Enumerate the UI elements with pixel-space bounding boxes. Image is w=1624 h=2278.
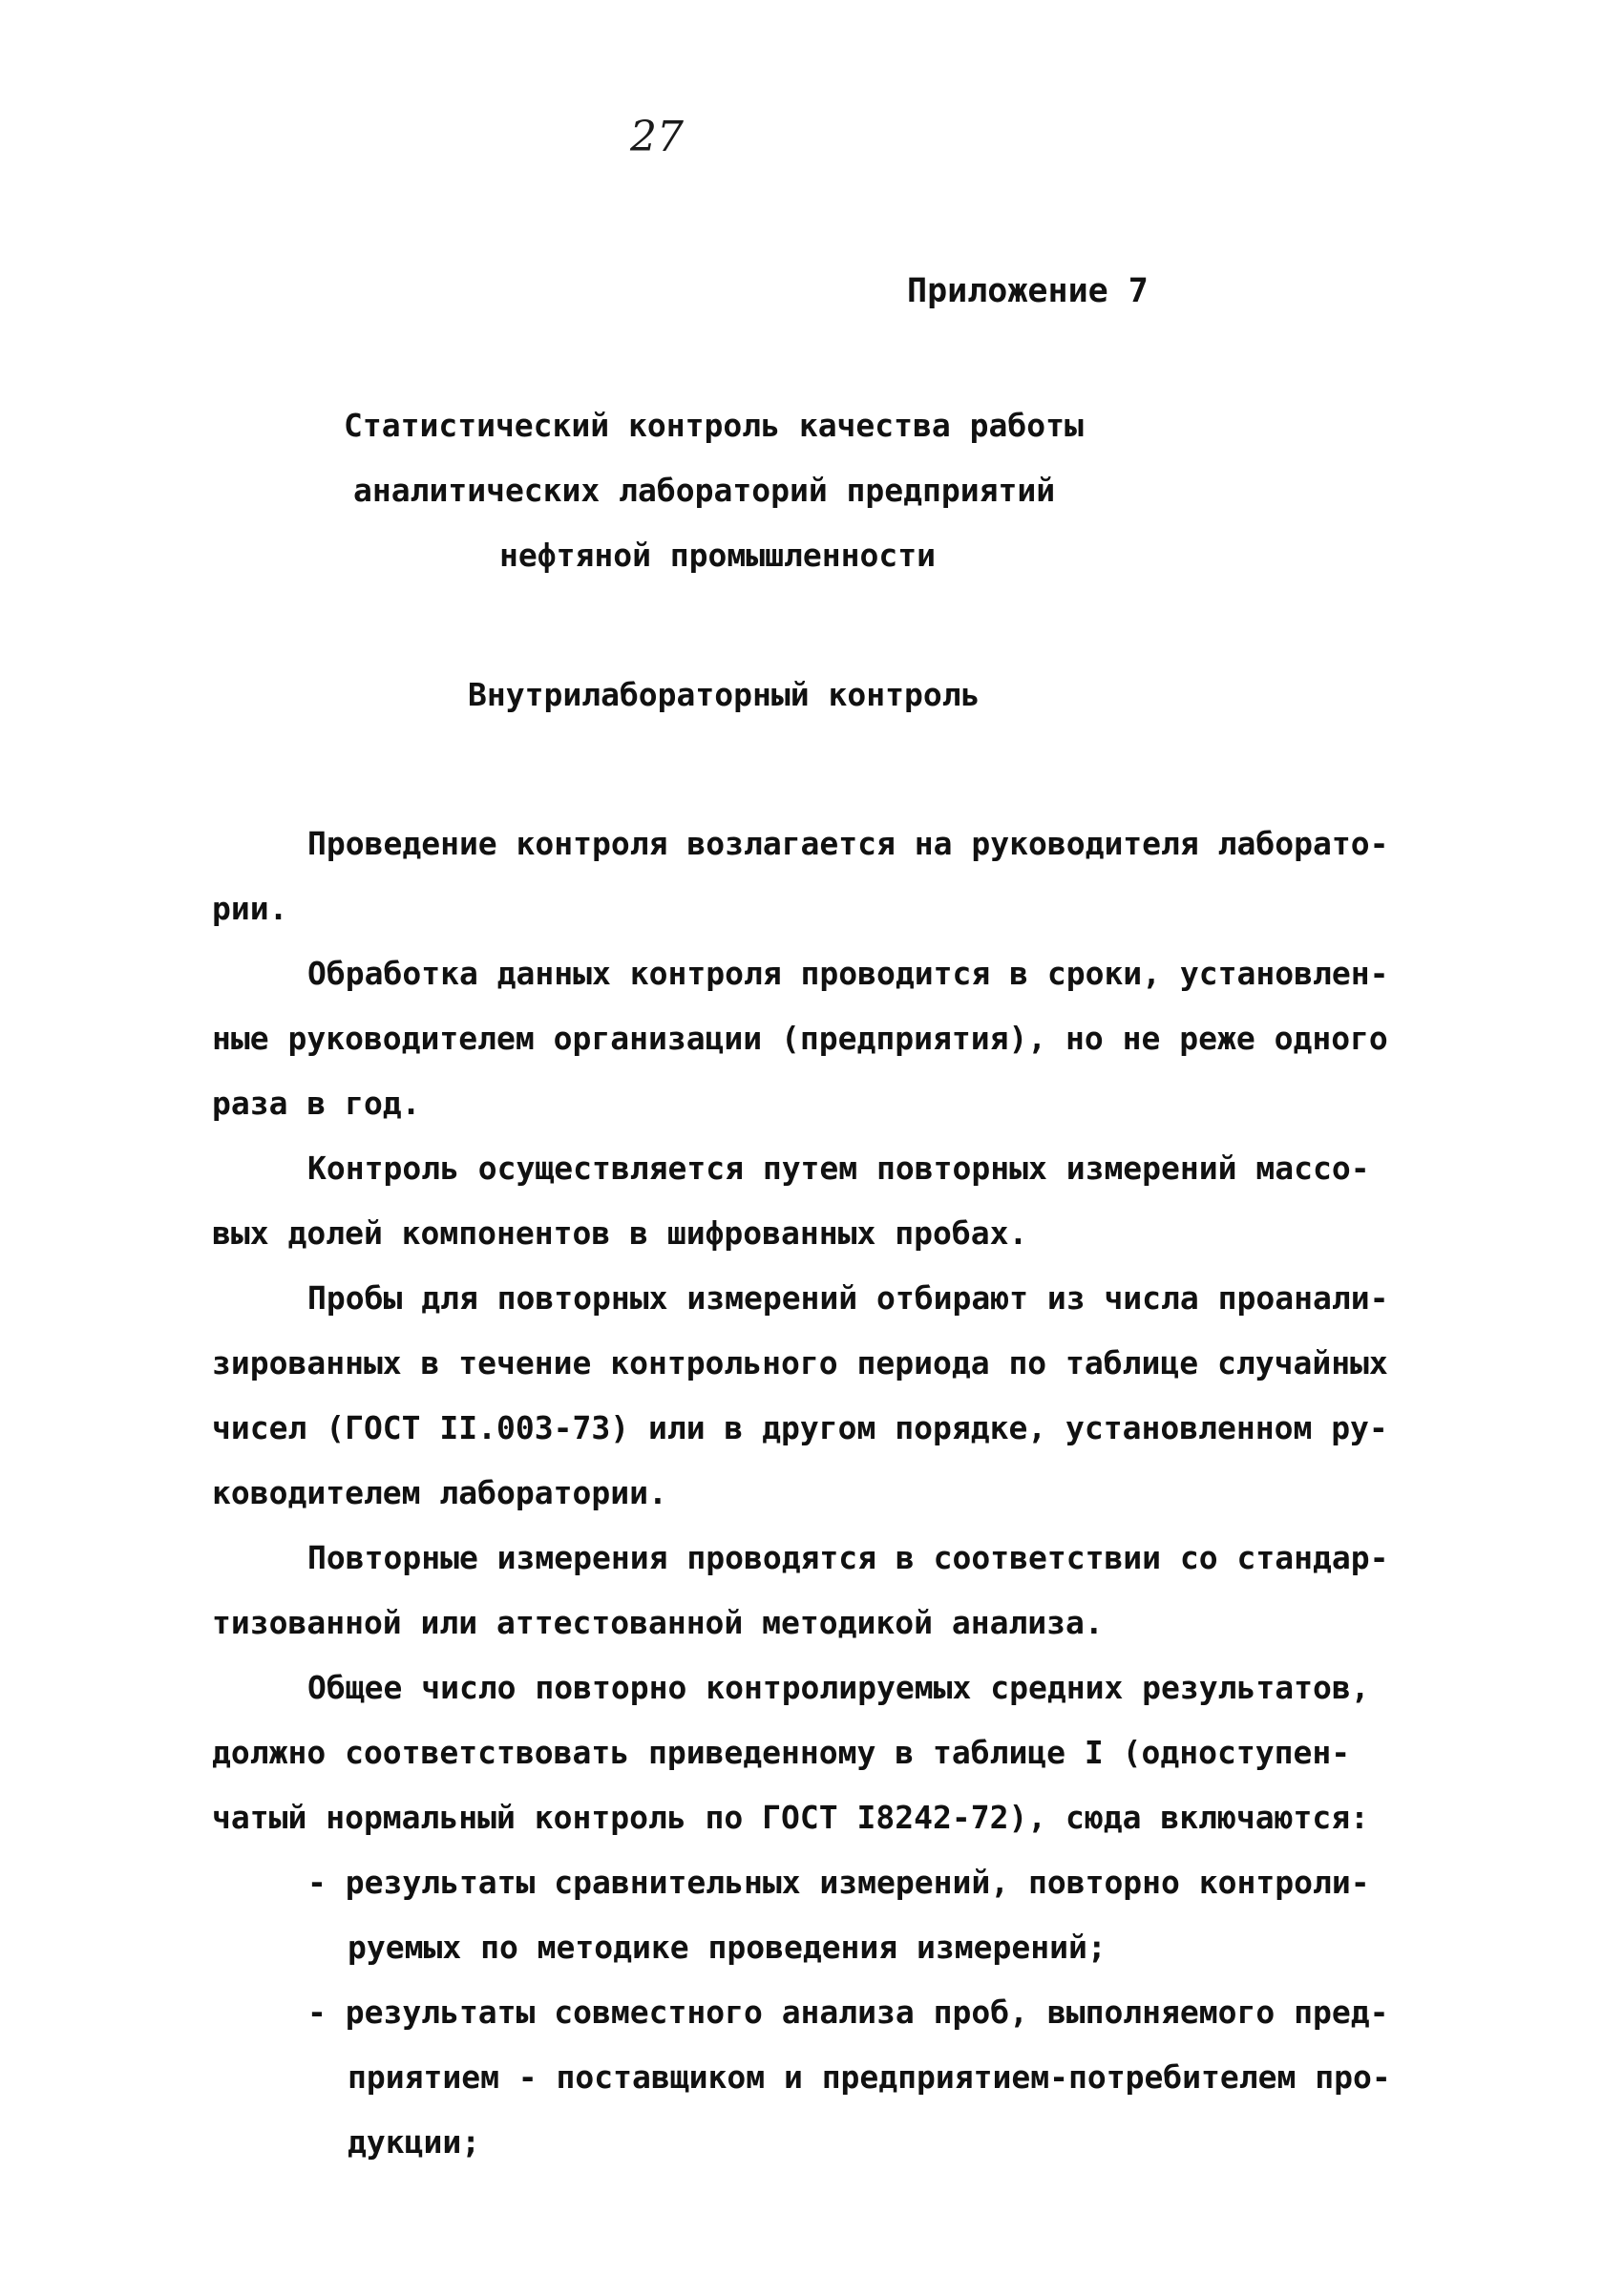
document-title <box>344 393 1203 588</box>
appendix-label: Приложение 7 <box>907 272 1149 310</box>
body-line: Повторные измерения проводятся в соответствии со стандар- <box>307 1539 1389 1576</box>
title-line-2: аналитических лабораторий предприятий <box>353 472 1056 509</box>
title-line-1: Статистический контроль качества работы <box>344 407 1084 444</box>
list-item-continuation: дукции; <box>348 2123 481 2161</box>
body-line: рии. <box>212 890 288 927</box>
list-item-continuation: приятием - поставщиком и предприятием-потребителем про- <box>348 2058 1391 2096</box>
body-line: Проведение контроля возлагается на руководителя лаборато- <box>307 825 1389 862</box>
body-line: чисел (ГОСТ II.003-73) или в другом порядке, установленном ру- <box>212 1409 1388 1446</box>
list-item-continuation: руемых по методике проведения измерений; <box>348 1929 1107 1966</box>
body-line: раза в год. <box>212 1085 421 1122</box>
body-line: должно соответствовать приведенному в таблице I (одноступен- <box>212 1734 1351 1771</box>
title-line-3: нефтяной промышленности <box>499 537 936 574</box>
body-line: ководителем лаборатории. <box>212 1474 667 1511</box>
list-item: - результаты сравнительных измерений, повторно контроли- <box>307 1864 1370 1901</box>
page-number: 27 <box>630 113 684 161</box>
body-line: зированных в течение контрольного периода по таблице случайных <box>212 1344 1388 1382</box>
section-subtitle: Внутрилабораторный контроль <box>468 676 981 713</box>
body-line: ные руководителем организации (предприятия), но не реже одного <box>212 1020 1388 1057</box>
body-line: чатый нормальный контроль по ГОСТ I8242-72), сюда включаются: <box>212 1799 1369 1836</box>
body-line: Обработка данных контроля проводится в сроки, установлен- <box>307 955 1389 992</box>
body-line: Пробы для повторных измерений отбирают из числа проанали- <box>307 1279 1389 1317</box>
body-line: вых долей компонентов в шифрованных пробах. <box>212 1214 1028 1252</box>
list-item: - результаты совместного анализа проб, выполняемого пред- <box>307 1993 1389 2031</box>
body-line: Общее число повторно контролируемых средних результатов, <box>307 1669 1370 1706</box>
body-line: тизованной или аттестованной методикой анализа. <box>212 1604 1104 1641</box>
body-line: Контроль осуществляется путем повторных измерений массо- <box>307 1150 1370 1187</box>
body-text <box>212 812 1439 2175</box>
